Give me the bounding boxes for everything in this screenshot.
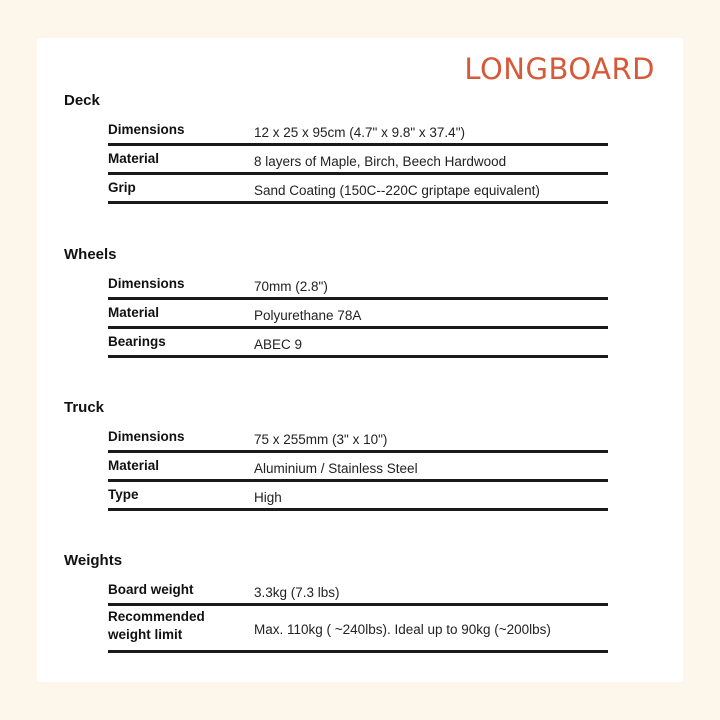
- brand-title: LONGBOARD: [464, 52, 655, 86]
- spec-label: Dimensions: [108, 429, 185, 444]
- spec-label: Recommended weight limit: [108, 609, 205, 642]
- spec-row: [108, 453, 608, 482]
- spec-row: [108, 117, 608, 146]
- section-truck: [64, 398, 608, 511]
- spec-row: [108, 329, 608, 358]
- section-title: Weights: [64, 552, 123, 569]
- section-title: Wheels: [64, 246, 117, 263]
- section-title: Truck: [64, 399, 105, 416]
- spec-row: [108, 577, 608, 606]
- spec-value: Max. 110kg ( ~240lbs). Ideal up to 90kg (~200lbs): [254, 622, 551, 637]
- spec-label: Material: [108, 305, 160, 320]
- section-deck: [64, 91, 608, 204]
- spec-row: [108, 424, 608, 453]
- spec-value: 3.3kg (7.3 lbs): [254, 585, 340, 600]
- section-weights: [64, 551, 608, 653]
- spec-card: [37, 38, 683, 682]
- spec-value: 75 x 255mm (3" x 10"): [254, 432, 388, 447]
- spec-label: Dimensions: [108, 122, 185, 137]
- spec-row: [108, 271, 608, 300]
- spec-value: High: [254, 490, 282, 505]
- spec-value: Aluminium / Stainless Steel: [254, 461, 418, 476]
- spec-value: 70mm (2.8"): [254, 279, 328, 294]
- spec-label: Board weight: [108, 582, 194, 597]
- spec-label: Material: [108, 458, 160, 473]
- spec-label: Bearings: [108, 334, 166, 349]
- spec-row: [108, 482, 608, 511]
- section-title: Deck: [64, 92, 100, 109]
- spec-label: Material: [108, 151, 160, 166]
- spec-row: [108, 606, 608, 653]
- spec-row: [108, 146, 608, 175]
- spec-row: [108, 175, 608, 204]
- spec-row: [108, 300, 608, 329]
- spec-value: Polyurethane 78A: [254, 308, 362, 323]
- spec-label: Dimensions: [108, 276, 185, 291]
- spec-value: ABEC 9: [254, 337, 303, 352]
- spec-value: 8 layers of Maple, Birch, Beech Hardwood: [254, 154, 507, 169]
- section-wheels: [64, 245, 608, 358]
- spec-value: 12 x 25 x 95cm (4.7" x 9.8" x 37.4"): [254, 125, 465, 140]
- spec-value: Sand Coating (150C--220C griptape equivalent): [254, 183, 540, 198]
- spec-label: Grip: [108, 180, 136, 195]
- spec-label: Type: [108, 487, 139, 502]
